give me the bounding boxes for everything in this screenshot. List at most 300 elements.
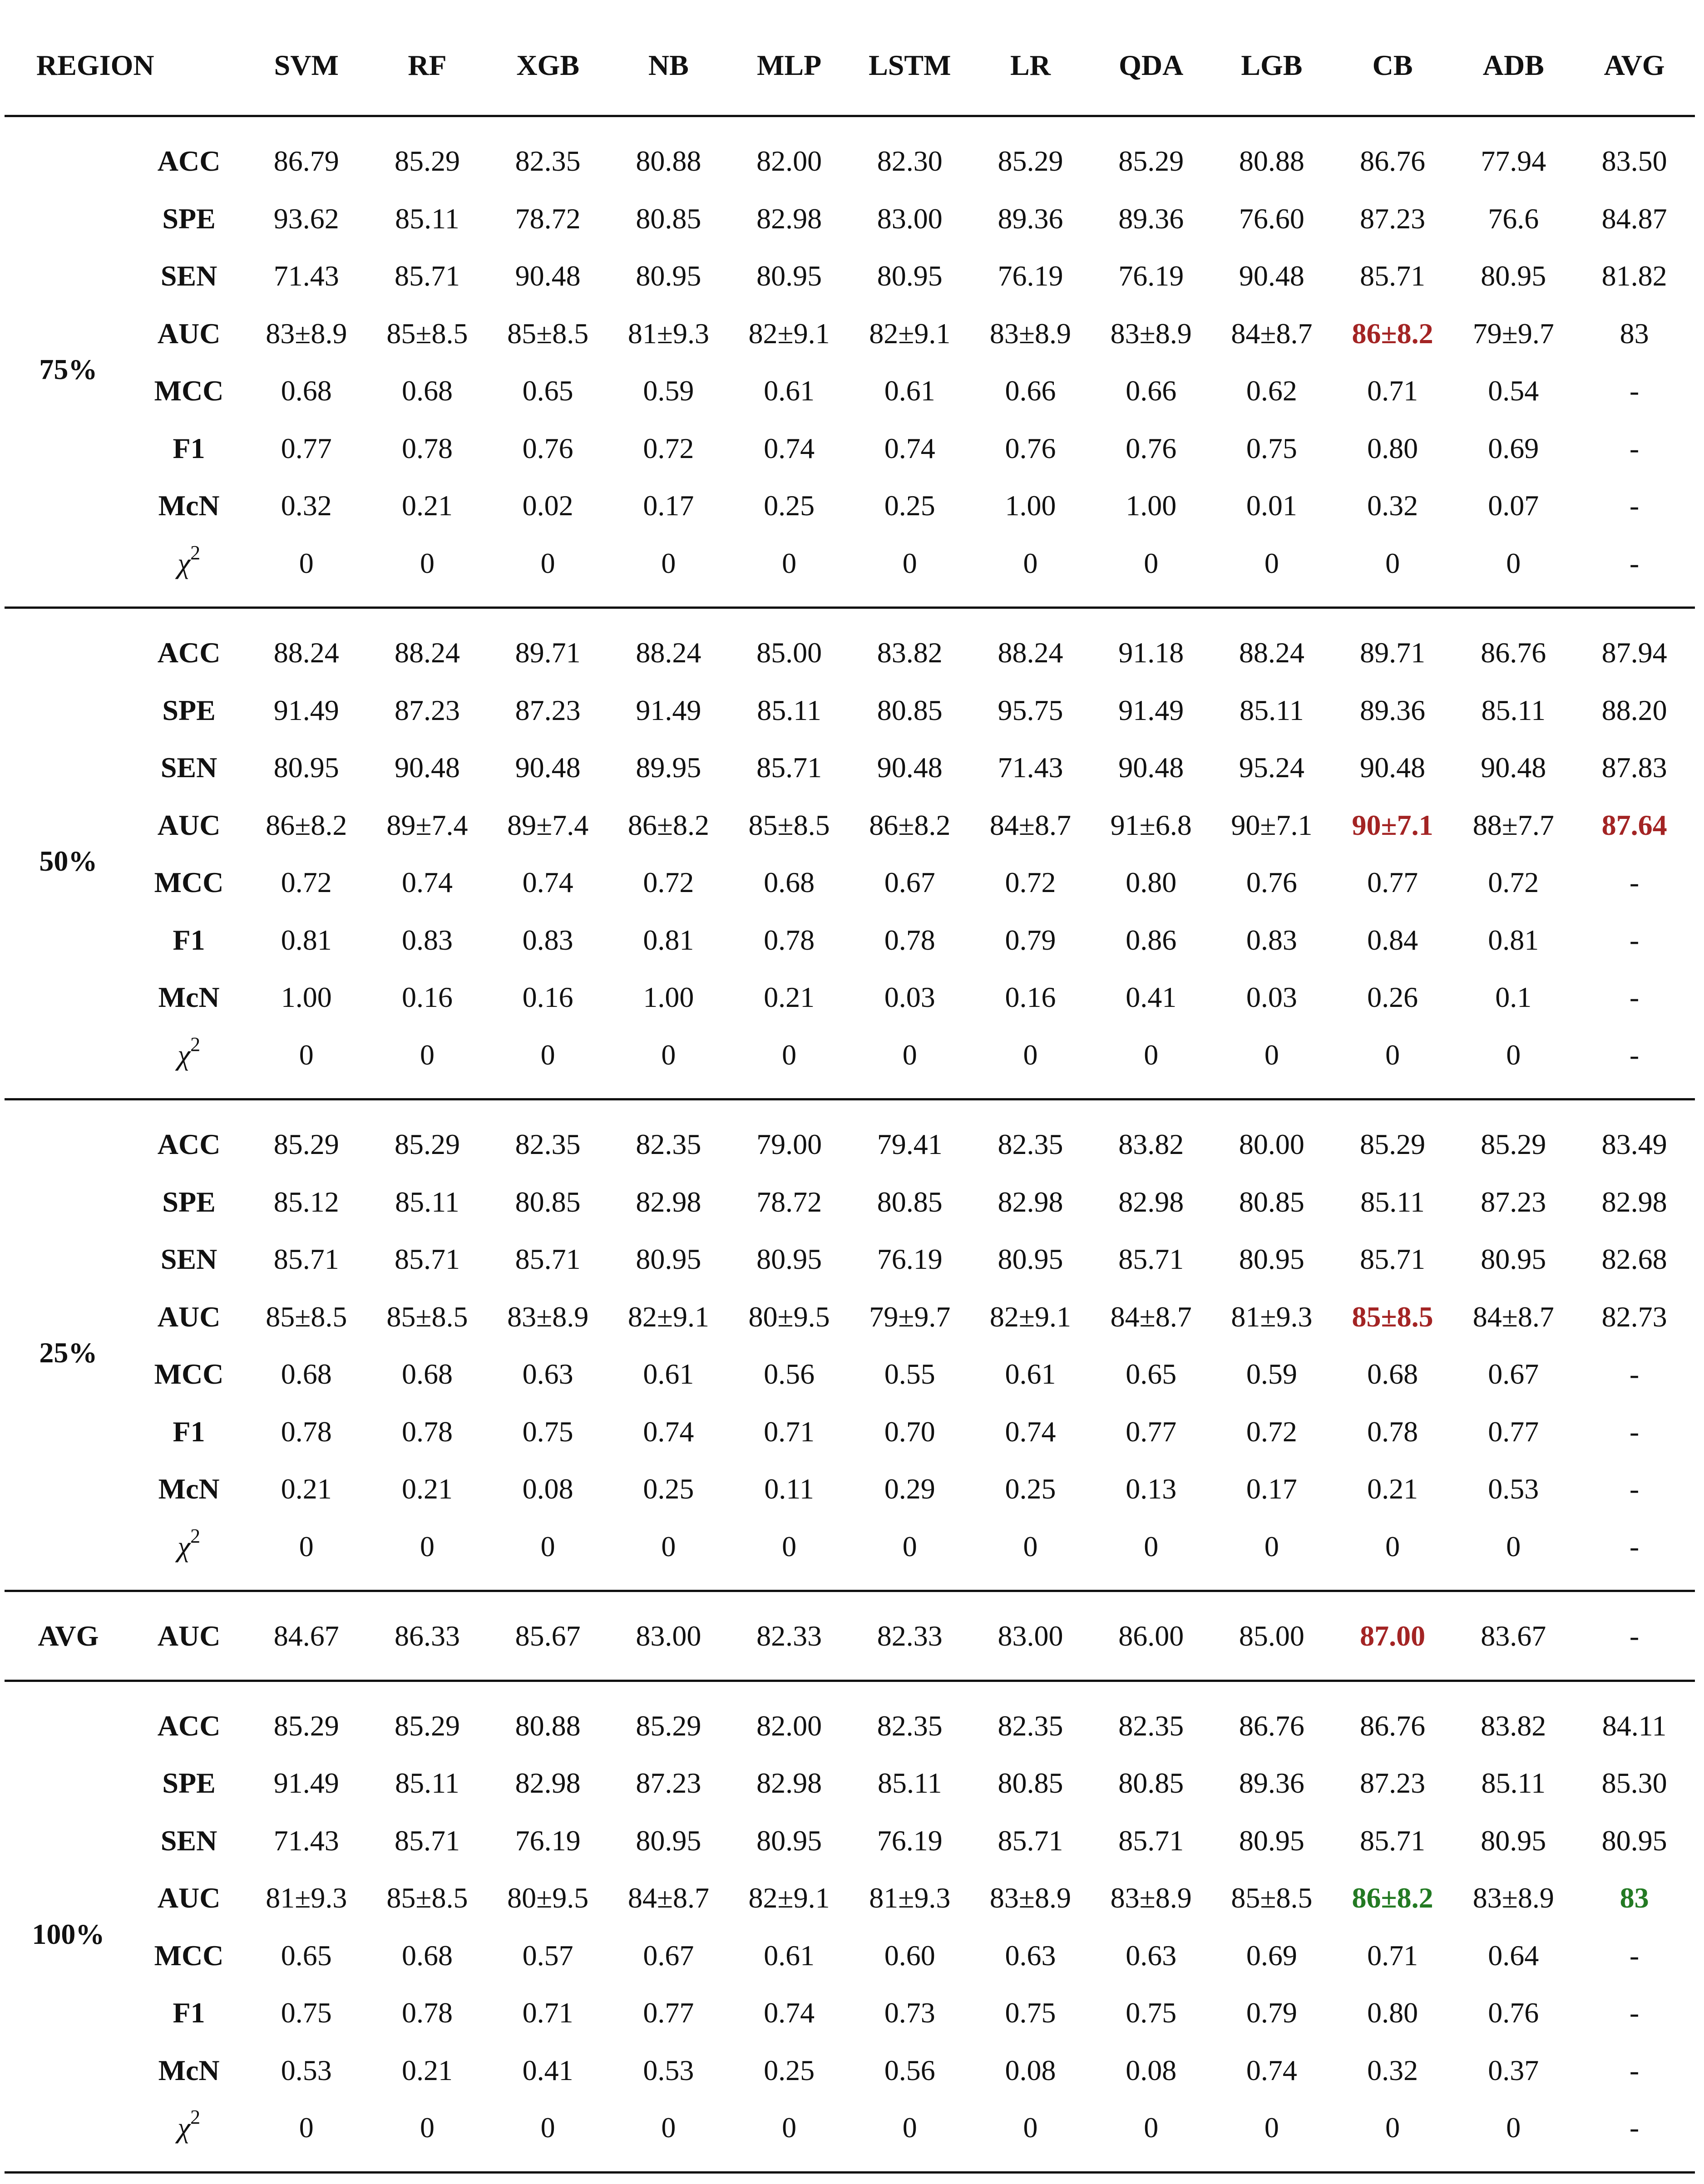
value-cell: 84±8.7: [989, 809, 1072, 841]
value-cell: 0.61: [764, 375, 815, 407]
header-model: LR: [1010, 49, 1051, 81]
value-cell: 83.82: [1118, 1128, 1184, 1161]
value-cell: 0.72: [1246, 1415, 1297, 1448]
value-cell: 85.71: [1118, 1243, 1184, 1276]
value-cell: 91.18: [1118, 636, 1184, 669]
value-cell: 89±7.4: [386, 809, 468, 841]
value-cell: 80.95: [1239, 1824, 1304, 1857]
value-cell: 0.78: [401, 432, 453, 464]
value-cell: 87.00: [1360, 1620, 1426, 1652]
table-row: [5, 1591, 1695, 1681]
table-row: [5, 190, 1695, 248]
chi-square-symbol: [178, 1033, 201, 1071]
table-header: [5, 16, 1695, 116]
value-cell: 85±8.5: [386, 1300, 468, 1333]
value-cell: 0.25: [1005, 1473, 1056, 1505]
value-cell: 85±8.5: [386, 1882, 468, 1914]
value-cell: 80±9.5: [507, 1882, 589, 1914]
value-cell: 86.76: [1360, 145, 1426, 177]
value-cell: 0.1: [1495, 981, 1532, 1014]
value-cell: 0.08: [522, 1473, 573, 1505]
value-cell: 80.85: [1118, 1767, 1184, 1799]
value-cell: 0.68: [401, 375, 453, 407]
value-cell: 0.21: [401, 1473, 453, 1505]
value-cell: 80.85: [877, 694, 943, 726]
value-cell: 0.81: [281, 923, 332, 956]
value-cell: -: [1629, 375, 1640, 407]
value-cell: 82.98: [636, 1185, 701, 1218]
metric-label: SEN: [160, 1824, 217, 1857]
value-cell: 88.24: [998, 636, 1063, 669]
value-cell: 0: [661, 1530, 676, 1563]
value-cell: 80.95: [636, 1824, 701, 1857]
value-cell: 86.33: [394, 1620, 460, 1652]
value-cell: 85.11: [1481, 694, 1546, 726]
value-cell: 89.36: [1118, 202, 1184, 235]
value-cell: 0.77: [1488, 1415, 1539, 1448]
value-cell: 84±8.7: [1231, 317, 1313, 350]
value-cell: 0.53: [643, 2054, 694, 2086]
region-block: [5, 1099, 1695, 1591]
value-cell: 85.29: [394, 1128, 460, 1161]
value-cell: 0.74: [884, 432, 935, 464]
value-cell: 90.48: [877, 751, 943, 784]
value-cell: 87.23: [1360, 1767, 1426, 1799]
table-row: [5, 1518, 1695, 1591]
metric-label: MCC: [154, 1939, 224, 1972]
value-cell: 0.76: [522, 432, 573, 464]
value-cell: 76.19: [877, 1824, 943, 1857]
value-cell: 76.19: [877, 1243, 943, 1276]
value-cell: 0.68: [281, 375, 332, 407]
value-cell: 82.35: [515, 145, 581, 177]
value-cell: 0.78: [401, 1415, 453, 1448]
value-cell: -: [1629, 2054, 1640, 2086]
value-cell: 84±8.7: [627, 1882, 709, 1914]
value-cell: 76.60: [1239, 202, 1304, 235]
value-cell: 0.75: [1126, 1997, 1177, 2029]
value-cell: 0.75: [1246, 432, 1297, 464]
value-cell: 0.71: [764, 1415, 815, 1448]
value-cell: 0.69: [1488, 432, 1539, 464]
chi-superscript: 2: [190, 1033, 201, 1055]
value-cell: 0.55: [884, 1358, 935, 1390]
metric-label: [132, 1518, 246, 1591]
value-cell: 85±8.5: [386, 317, 468, 350]
value-cell: 91.49: [273, 1767, 339, 1799]
value-cell: 0.81: [643, 923, 694, 956]
value-cell: -: [1629, 1997, 1640, 2029]
value-cell: 0.16: [1005, 981, 1056, 1014]
metric-label: MCC: [154, 866, 224, 899]
table-row: [5, 477, 1695, 535]
value-cell: 0.66: [1126, 375, 1177, 407]
value-cell: 71.43: [998, 751, 1063, 784]
value-cell: 0.72: [643, 432, 694, 464]
metric-label: F1: [173, 1997, 205, 2029]
value-cell: 0: [782, 547, 797, 579]
value-cell: -: [1629, 432, 1640, 464]
value-cell: 0.78: [884, 923, 935, 956]
value-cell: 88.20: [1601, 694, 1667, 726]
table-row: [5, 1812, 1695, 1870]
value-cell: 0.16: [522, 981, 573, 1014]
value-cell: 85.71: [1360, 1824, 1426, 1857]
value-cell: 0: [1385, 1038, 1400, 1071]
value-cell: 80.95: [636, 260, 701, 292]
value-cell: -: [1629, 2111, 1640, 2144]
value-cell: 71.43: [273, 260, 339, 292]
value-cell: 83.00: [636, 1620, 701, 1652]
chi-square-symbol: [178, 541, 201, 579]
value-cell: 90.48: [394, 751, 460, 784]
value-cell: 0.77: [1126, 1415, 1177, 1448]
value-cell: 85.71: [273, 1243, 339, 1276]
value-cell: 82.98: [998, 1185, 1063, 1218]
value-cell: 86±8.2: [266, 809, 347, 841]
value-cell: 85±8.5: [1231, 1882, 1313, 1914]
metric-label: SPE: [162, 202, 216, 235]
table-row: [5, 969, 1695, 1026]
value-cell: 91.49: [273, 694, 339, 726]
table-row: [5, 912, 1695, 969]
value-cell: 0.86: [1126, 923, 1177, 956]
value-cell: 85.11: [395, 1185, 459, 1218]
value-cell: 80.88: [636, 145, 701, 177]
value-cell: 0.68: [281, 1358, 332, 1390]
value-cell: 0: [1506, 2111, 1521, 2144]
value-cell: 0: [1385, 1530, 1400, 1563]
value-cell: 85.29: [1481, 1128, 1546, 1161]
value-cell: 0.80: [1367, 1997, 1418, 2029]
table-row: [5, 682, 1695, 740]
region-label: 75%: [39, 353, 98, 385]
value-cell: 82.98: [1601, 1185, 1667, 1218]
value-cell: 83±8.9: [1110, 317, 1192, 350]
value-cell: 80.95: [1239, 1243, 1304, 1276]
value-cell: 85.29: [394, 1709, 460, 1742]
value-cell: -: [1629, 923, 1640, 956]
value-cell: 0: [902, 547, 917, 579]
value-cell: 0.80: [1126, 866, 1177, 899]
value-cell: 80.00: [1239, 1128, 1304, 1161]
region-block: [5, 608, 1695, 1099]
value-cell: 88.24: [636, 636, 701, 669]
value-cell: 80.88: [1239, 145, 1304, 177]
value-cell: 83±8.9: [989, 1882, 1072, 1914]
value-cell: 0: [1385, 547, 1400, 579]
metric-label: ACC: [157, 1128, 221, 1161]
metric-label: AUC: [157, 1300, 221, 1333]
value-cell: 82.98: [515, 1767, 581, 1799]
metric-label: F1: [173, 432, 205, 464]
value-cell: 0.72: [1005, 866, 1056, 899]
value-cell: 87.23: [1360, 202, 1426, 235]
header-model: XGB: [516, 49, 580, 81]
value-cell: 90±7.1: [1231, 809, 1313, 841]
value-cell: -: [1629, 981, 1640, 1014]
value-cell: 0: [661, 547, 676, 579]
value-cell: 82.35: [1118, 1709, 1184, 1742]
value-cell: 80.85: [1239, 1185, 1304, 1218]
value-cell: 81±9.3: [266, 1882, 347, 1914]
value-cell: 0.61: [884, 375, 935, 407]
value-cell: 87.23: [394, 694, 460, 726]
value-cell: 0: [540, 1038, 555, 1071]
value-cell: 0: [782, 1530, 797, 1563]
header-model: SVM: [274, 49, 339, 81]
value-cell: 0.65: [281, 1939, 332, 1972]
metric-label: SPE: [162, 1767, 216, 1799]
value-cell: 80.95: [756, 1824, 822, 1857]
value-cell: 0: [1144, 1038, 1159, 1071]
value-cell: 82.68: [1601, 1243, 1667, 1276]
value-cell: 85.71: [394, 1243, 460, 1276]
value-cell: 0: [1023, 1038, 1038, 1071]
metric-label: McN: [158, 2054, 220, 2086]
value-cell: 0.71: [1367, 1939, 1418, 1972]
value-cell: 90.48: [515, 260, 581, 292]
value-cell: 0.74: [522, 866, 573, 899]
value-cell: 86±8.2: [869, 809, 951, 841]
value-cell: 85±8.5: [507, 317, 589, 350]
value-cell: 83±8.9: [266, 317, 347, 350]
value-cell: 89.36: [1239, 1767, 1304, 1799]
value-cell: 0.79: [1005, 923, 1056, 956]
metric-label: McN: [158, 1473, 220, 1505]
value-cell: 0: [661, 2111, 676, 2144]
value-cell: 88.24: [273, 636, 339, 669]
value-cell: 0.83: [401, 923, 453, 956]
table-row: [5, 247, 1695, 305]
value-cell: -: [1629, 489, 1640, 522]
value-cell: 0.69: [1246, 1939, 1297, 1972]
value-cell: 83.00: [877, 202, 943, 235]
region-block: [5, 1681, 1695, 2172]
value-cell: 0.03: [884, 981, 935, 1014]
value-cell: 0.78: [764, 923, 815, 956]
value-cell: 0: [902, 1530, 917, 1563]
chi-symbol: χ: [178, 2111, 191, 2144]
value-cell: 78.72: [515, 202, 581, 235]
value-cell: 0.25: [643, 1473, 694, 1505]
value-cell: 86.76: [1360, 1709, 1426, 1742]
region-label: 25%: [39, 1336, 98, 1369]
table-row: [5, 1869, 1695, 1927]
table-row: [5, 2099, 1695, 2172]
value-cell: 0.71: [522, 1997, 573, 2029]
value-cell: 80.95: [998, 1243, 1063, 1276]
value-cell: 0.59: [1246, 1358, 1297, 1390]
table-row: [5, 1681, 1695, 1755]
chi-symbol: χ: [178, 547, 191, 579]
value-cell: 87.94: [1601, 636, 1667, 669]
value-cell: -: [1629, 1038, 1640, 1071]
value-cell: -: [1629, 547, 1640, 579]
value-cell: 80.85: [877, 1185, 943, 1218]
value-cell: 0.21: [281, 1473, 332, 1505]
metric-label: SPE: [162, 1185, 216, 1218]
value-cell: 0.57: [522, 1939, 573, 1972]
table-row: [5, 1288, 1695, 1346]
metric-label: SPE: [162, 694, 216, 726]
value-cell: 83±8.9: [1472, 1882, 1554, 1914]
value-cell: 88.24: [1239, 636, 1304, 669]
value-cell: 87.23: [636, 1767, 701, 1799]
metric-label: AUC: [157, 317, 221, 350]
value-cell: 90.48: [1239, 260, 1304, 292]
value-cell: 0.80: [1367, 432, 1418, 464]
value-cell: 0.03: [1246, 981, 1297, 1014]
value-cell: 0.37: [1488, 2054, 1539, 2086]
value-cell: 0.25: [764, 2054, 815, 2086]
table-row: [5, 1927, 1695, 1985]
value-cell: 85.67: [515, 1620, 581, 1652]
value-cell: 82.35: [636, 1128, 701, 1161]
value-cell: 89±7.4: [507, 809, 589, 841]
value-cell: 82±9.1: [989, 1300, 1072, 1333]
value-cell: 83±8.9: [989, 317, 1072, 350]
value-cell: 85±8.5: [266, 1300, 347, 1333]
region-label: 100%: [32, 1918, 105, 1950]
value-cell: 79±9.7: [869, 1300, 951, 1333]
value-cell: 0.75: [281, 1997, 332, 2029]
value-cell: 0.11: [764, 1473, 814, 1505]
table-row: [5, 420, 1695, 478]
value-cell: 83.67: [1481, 1620, 1546, 1652]
value-cell: 82.35: [998, 1128, 1063, 1161]
value-cell: 82.98: [756, 202, 822, 235]
table-row: [5, 362, 1695, 420]
value-cell: 1.00: [643, 981, 694, 1014]
value-cell: 0.60: [884, 1939, 935, 1972]
metric-label: SEN: [160, 260, 217, 292]
value-cell: 82.98: [756, 1767, 822, 1799]
value-cell: 86±8.2: [627, 809, 709, 841]
value-cell: 0.70: [884, 1415, 935, 1448]
value-cell: 0: [420, 1530, 435, 1563]
value-cell: 83.50: [1601, 145, 1667, 177]
value-cell: 0.73: [884, 1997, 935, 2029]
region-block: [5, 116, 1695, 608]
value-cell: 85.00: [756, 636, 822, 669]
value-cell: 81±9.3: [1231, 1300, 1313, 1333]
value-cell: 83.00: [998, 1620, 1063, 1652]
value-cell: 85.29: [273, 1128, 339, 1161]
value-cell: 80.85: [636, 202, 701, 235]
value-cell: 76.19: [998, 260, 1063, 292]
metric-label: McN: [158, 981, 220, 1014]
value-cell: 79.00: [756, 1128, 822, 1161]
value-cell: 0.32: [1367, 2054, 1418, 2086]
value-cell: 85.12: [273, 1185, 339, 1218]
metric-label: SEN: [160, 1243, 217, 1276]
value-cell: 0: [902, 2111, 917, 2144]
value-cell: 0.74: [1246, 2054, 1297, 2086]
value-cell: 0: [1023, 547, 1038, 579]
value-cell: 80.88: [515, 1709, 581, 1742]
value-cell: -: [1629, 1530, 1640, 1563]
table-row: [5, 116, 1695, 190]
value-cell: 0: [299, 2111, 314, 2144]
table-row: [5, 854, 1695, 912]
value-cell: 86.00: [1118, 1620, 1184, 1652]
value-cell: 84.11: [1602, 1709, 1667, 1742]
value-cell: 89.71: [1360, 636, 1426, 669]
value-cell: 0.83: [1246, 923, 1297, 956]
value-cell: 0: [1023, 1530, 1038, 1563]
value-cell: 0.75: [522, 1415, 573, 1448]
value-cell: 76.6: [1488, 202, 1539, 235]
value-cell: 0.74: [764, 1997, 815, 2029]
value-cell: 80.95: [636, 1243, 701, 1276]
value-cell: 85.29: [273, 1709, 339, 1742]
results-table: [5, 16, 1695, 2174]
value-cell: 85.00: [1239, 1620, 1304, 1652]
value-cell: 0: [540, 547, 555, 579]
value-cell: 0.53: [281, 2054, 332, 2086]
value-cell: 90.48: [1118, 751, 1184, 784]
header-model: ADB: [1482, 49, 1544, 81]
value-cell: 82.33: [756, 1620, 822, 1652]
value-cell: 0.72: [281, 866, 332, 899]
value-cell: -: [1629, 1358, 1640, 1390]
value-cell: 0.63: [1126, 1939, 1177, 1972]
value-cell: 0.61: [764, 1939, 815, 1972]
value-cell: 0.07: [1488, 489, 1539, 522]
table-row: [5, 739, 1695, 797]
header-model: RF: [408, 49, 447, 81]
value-cell: 0.74: [643, 1415, 694, 1448]
value-cell: 85.29: [394, 145, 460, 177]
value-cell: 82±9.1: [748, 317, 830, 350]
value-cell: 0.54: [1488, 375, 1539, 407]
value-cell: 0.76: [1005, 432, 1056, 464]
value-cell: 85.71: [1118, 1824, 1184, 1857]
value-cell: 0: [1264, 547, 1279, 579]
metric-label: F1: [173, 923, 205, 956]
value-cell: 0.72: [1488, 866, 1539, 899]
value-cell: 87.23: [515, 694, 581, 726]
value-cell: 80.85: [998, 1767, 1063, 1799]
value-cell: 80.95: [273, 751, 339, 784]
value-cell: 0.67: [643, 1939, 694, 1972]
table-row: [5, 1984, 1695, 2042]
value-cell: 0: [1023, 2111, 1038, 2144]
value-cell: 0.83: [522, 923, 573, 956]
metric-label: ACC: [157, 636, 221, 669]
value-cell: 82±9.1: [748, 1882, 830, 1914]
value-cell: 85.11: [1240, 694, 1304, 726]
value-cell: 0: [1264, 1038, 1279, 1071]
value-cell: 0: [420, 2111, 435, 2144]
value-cell: 0.68: [764, 866, 815, 899]
value-cell: 83.82: [877, 636, 943, 669]
table-row: [5, 1755, 1695, 1812]
value-cell: 0.68: [401, 1358, 453, 1390]
value-cell: -: [1629, 1415, 1640, 1448]
value-cell: 0.63: [1005, 1939, 1056, 1972]
value-cell: 87.83: [1601, 751, 1667, 784]
value-cell: 84±8.7: [1110, 1300, 1192, 1333]
value-cell: 83±8.9: [1110, 1882, 1192, 1914]
value-cell: 0.01: [1246, 489, 1297, 522]
value-cell: 0.16: [401, 981, 453, 1014]
value-cell: 82.35: [877, 1709, 943, 1742]
value-cell: 85.71: [756, 751, 822, 784]
value-cell: 82±9.1: [869, 317, 951, 350]
value-cell: 87.64: [1601, 809, 1667, 841]
